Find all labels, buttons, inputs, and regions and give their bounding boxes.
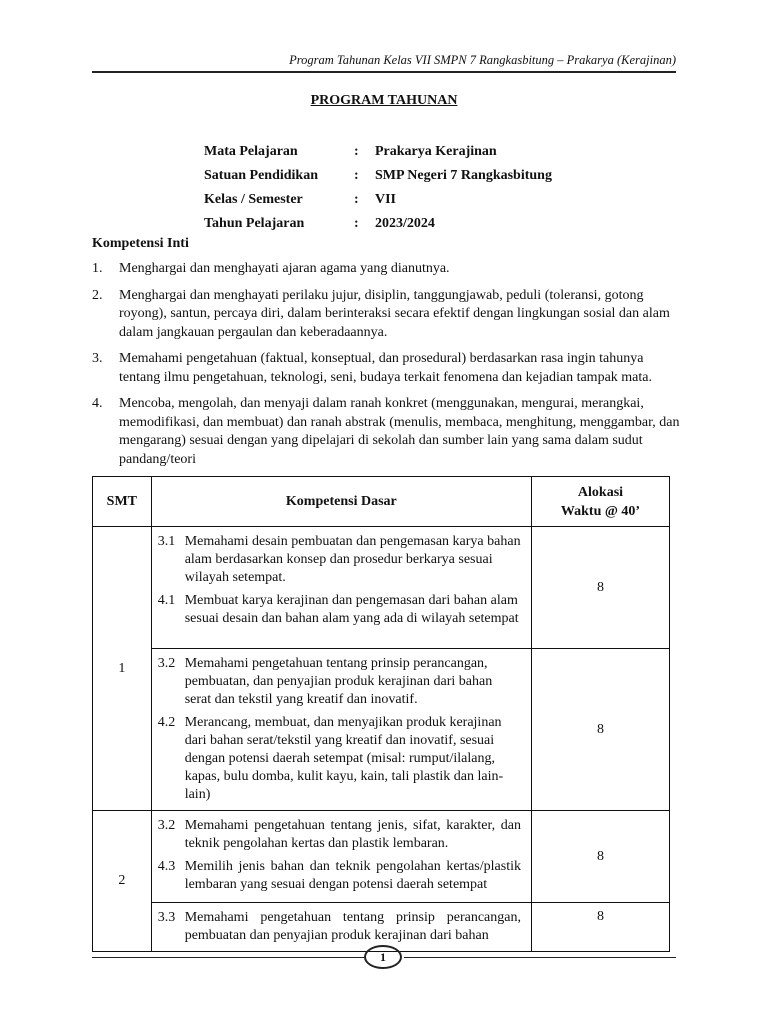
meta-row-subject [204, 140, 552, 164]
list-text: Menghargai dan menghayati perilaku jujur, disiplin, tanggungjawab, peduli (toleransi, gotong royong), santun, percaya diri, dalam berinteraksi secara efektif dengan lingkungan sosial dan alam dalam jangkauan pergaulan dan keberadaannya. [119, 287, 670, 340]
kd-cell [151, 903, 531, 952]
table-header-row [93, 477, 670, 527]
meta-label: Satuan Pendidikan [204, 168, 318, 183]
meta-colon: : [354, 168, 359, 183]
list-text: Memahami pengetahuan (faktual, konseptual, dan prosedural) berdasarkan rasa ingin tahunya tentang ilmu pengetahuan, teknologi, seni, budaya terkait fenomena dan kejadian tampak mata. [119, 351, 652, 385]
list-text: Mencoba, mengolah, dan menyaji dalam ranah konkret (menggunakan, mengurai, merangkai, memodifikasi, dan membuat) dan ranah abstrak (menulis, membaca, menghitung, menggambar, dan mengarang) sesuai dengan yang dipelajari di sekolah dan sumber lain yang sama dalam sudut pandang/teori [119, 396, 680, 467]
header-kompetensi-dasar: Kompetensi Dasar [151, 477, 531, 527]
alokasi-cell: 8 [531, 811, 669, 903]
header-alokasi [531, 477, 669, 527]
meta-value: Prakarya Kerajinan [375, 144, 497, 159]
list-item [92, 260, 682, 279]
kd-item [158, 533, 521, 587]
list-number: 4. [92, 396, 103, 411]
meta-row-year [204, 212, 552, 236]
meta-row-school [204, 164, 552, 188]
meta-value: VII [375, 192, 397, 207]
header-alokasi-line1: Alokasi [577, 484, 624, 500]
list-item [92, 395, 682, 469]
list-number: 3. [92, 351, 103, 366]
running-header: Program Tahunan Kelas VII SMPN 7 Rangkasbitung – Prakarya (Kerajinan) [289, 53, 676, 67]
alokasi-cell: 8 [531, 903, 669, 952]
list-number: 2. [92, 287, 103, 303]
kd-number: 4.3 [157, 859, 176, 874]
kd-text: Memahami desain pembuatan dan pengemasan karya bahan alam berdasarkan konsep dan prosedur berkarya sesuai wilayah setempat. [184, 534, 521, 585]
footer-rule-right [404, 957, 676, 958]
kd-number: 3.2 [157, 656, 176, 671]
kd-text: Memilih jenis bahan dan teknik pengolahan kertas/plastik lembaran yang sesuai dengan potensi daerah setempat [184, 859, 521, 892]
kd-number: 3.2 [157, 818, 176, 833]
meta-row-class [204, 188, 552, 212]
kompetensi-inti-list [92, 260, 682, 477]
kd-cell [151, 649, 531, 811]
alokasi-cell: 8 [531, 649, 669, 811]
kompetensi-dasar-table [92, 476, 670, 952]
alokasi-cell: 8 [531, 527, 669, 649]
kompetensi-inti-heading: Kompetensi Inti [92, 236, 189, 251]
kd-text: Membuat karya kerajinan dan pengemasan dari bahan alam sesuai desain dan bahan alam yang ada di wilayah setempat [184, 593, 519, 626]
page-number: 1 [364, 945, 402, 969]
semester-cell: 1 [93, 527, 152, 811]
meta-colon: : [354, 216, 359, 231]
kd-number: 3.3 [157, 910, 176, 925]
kd-item [158, 714, 521, 804]
kd-cell [151, 527, 531, 649]
table-row [93, 527, 670, 649]
semester-cell: 2 [93, 811, 152, 952]
list-text: Menghargai dan menghayati ajaran agama yang dianutnya. [119, 261, 450, 276]
kd-text: Memahami pengetahuan tentang prinsip perancangan, pembuatan dan penyajian produk kerajinan dari bahan [184, 910, 521, 943]
meta-value: SMP Negeri 7 Rangkasbitung [375, 168, 552, 183]
kd-text: Merancang, membuat, dan menyajikan produk kerajinan dari bahan serat/tekstil yang kreatif dan inovatif, sesuai dengan potensi daerah setempat (misal: rumput/ilalang, kapas, bulu domba, kulit kayu, kain, tali plastik dan lain-lain) [184, 715, 504, 802]
list-item [92, 350, 682, 387]
list-item [92, 287, 682, 343]
kd-cell [151, 811, 531, 903]
table-row [93, 649, 670, 811]
meta-label: Mata Pelajaran [204, 144, 298, 159]
kd-text: Memahami pengetahuan tentang jenis, sifat, karakter, dan teknik pengolahan kertas dan plastik lembaran. [184, 818, 521, 851]
page-title: PROGRAM TAHUNAN [310, 93, 458, 108]
kd-number: 3.1 [157, 534, 176, 549]
meta-label: Kelas / Semester [204, 192, 303, 207]
meta-value: 2023/2024 [375, 216, 435, 231]
header-rule [92, 71, 676, 73]
meta-label: Tahun Pelajaran [204, 216, 305, 231]
header-alokasi-line2: Waktu @ 40’ [560, 503, 641, 519]
kd-text: Memahami pengetahuan tentang prinsip perancangan, pembuatan, dan penyajian produk kerajinan dari bahan serat dan tekstil yang kreatif dan inovatif. [184, 656, 493, 707]
footer-rule-left [92, 957, 364, 958]
kd-item [158, 909, 521, 945]
kd-number: 4.1 [157, 593, 176, 608]
kd-item [158, 592, 521, 628]
list-number: 1. [92, 261, 103, 276]
kd-item [158, 817, 521, 853]
kd-item [158, 858, 521, 894]
meta-colon: : [354, 192, 359, 207]
header-smt: SMT [93, 477, 152, 527]
kd-number: 4.2 [157, 715, 176, 730]
table-row [93, 811, 670, 903]
kd-item [158, 655, 521, 709]
subject-info [204, 140, 552, 236]
meta-colon: : [354, 144, 359, 159]
